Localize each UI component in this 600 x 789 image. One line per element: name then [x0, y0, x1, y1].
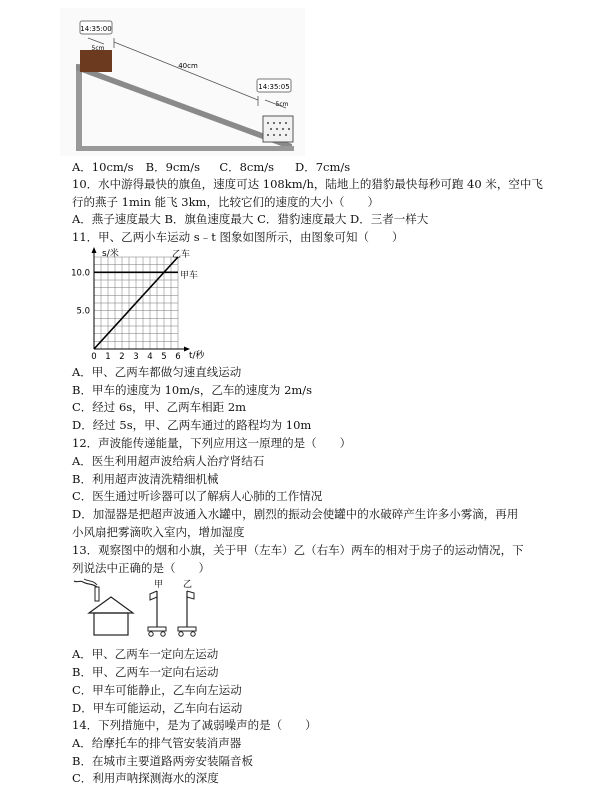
timer-bottom-text: 14:35:05 [258, 83, 290, 91]
car-a-label: 甲 [154, 580, 164, 590]
series-label-yi: 乙车 [172, 250, 191, 260]
q9-option-b[interactable]: B．9cm/s [145, 160, 201, 174]
q13-option-d[interactable]: D．甲车可能运动，乙车向右运动 [72, 701, 243, 715]
x-tick-label: 0 [91, 352, 97, 362]
q12-option-b[interactable]: B．利用超声波清洗精细机械 [72, 472, 219, 486]
q9-option-d[interactable]: D．7cm/s [294, 160, 351, 174]
q12-option-c[interactable]: C．医生通过听诊器可以了解病人心肺的工作情况 [72, 489, 323, 503]
q14-option-a[interactable]: A．给摩托车的排气管安装消声器 [72, 736, 242, 750]
q13-stem-line2: 列说法中正确的是（ ） [72, 561, 210, 575]
slope-figure [60, 8, 305, 156]
car-b-flag-icon [187, 591, 194, 599]
st-chart [68, 245, 218, 363]
q11-option-a[interactable]: A．甲、乙两车都做匀速直线运动 [72, 365, 242, 379]
incline-post [76, 64, 82, 150]
distance-label: 40cm [178, 62, 198, 70]
chimney [95, 587, 99, 601]
q10-stem-line1: 10．水中游得最快的旗鱼，速度可达 108km/h，陆地上的猎豹最快每秒可跑 40 米，空中飞 [72, 177, 543, 191]
x-tick-label: 4 [147, 352, 153, 362]
series-label-jia: 甲车 [180, 271, 199, 281]
q13-stem-line1: 13．观察图中的烟和小旗，关于甲（左车）乙（右车）两车的相对于房子的运动情况，下 [72, 543, 524, 557]
timer-top-text: 14:35:00 [80, 25, 112, 33]
q13-option-b[interactable]: B．甲、乙两车一定向右运动 [72, 665, 219, 679]
top-length-label: 5cm [91, 45, 105, 52]
q12-stem: 12．声波能传递能量，下列应用这一原理的是（ ） [72, 436, 352, 450]
bottom-length-label: 5cm [275, 101, 289, 108]
q9-option-a[interactable]: A．10cm/s [72, 160, 134, 174]
house-cars-figure [72, 577, 212, 639]
q13-option-c[interactable]: C．甲车可能静止，乙车向左运动 [72, 683, 242, 697]
q11-option-c[interactable]: C．经过 6s，甲、乙两车相距 2m [72, 400, 247, 414]
x-tick-label: 1 [105, 352, 111, 362]
car-b-label: 乙 [183, 580, 193, 590]
q14-stem: 14．下列措施中，是为了减弱噪声的是（ ） [72, 718, 317, 732]
x-tick-label: 6 [175, 352, 181, 362]
car-a-flag-icon [150, 591, 157, 600]
q12-option-a[interactable]: A．医生利用超声波给病人治疗肾结石 [72, 454, 265, 468]
top-block [80, 50, 112, 72]
x-tick-label: 3 [133, 352, 139, 362]
house-icon [94, 613, 128, 635]
y-axis-arrow [92, 247, 97, 253]
x-tick-label: 5 [161, 352, 167, 362]
q10-stem-line2: 行的燕子 1min 能飞 3km，比较它们的速度的大小（ ） [72, 195, 379, 209]
q10-options[interactable]: A．燕子速度最大 B．旗鱼速度最大 C．猎豹速度最大 D．三者一样大 [72, 212, 429, 226]
q9-option-c[interactable]: C．8cm/s [219, 160, 275, 174]
x-tick-label: 2 [119, 352, 125, 362]
q14-option-c[interactable]: C．利用声呐探测海水的深度 [72, 771, 219, 785]
q12-option-d[interactable]: D．加湿器是把超声波通入水罐中，剧烈的振动会使罐中的水破碎产生许多小雾滴，再用 [72, 507, 519, 521]
incline-base [76, 146, 294, 151]
car-b-body [178, 627, 196, 631]
y-tick-label: 5.0 [76, 306, 90, 317]
q11-option-b[interactable]: B．甲车的速度为 10m/s，乙车的速度为 2m/s [72, 383, 313, 397]
x-axis-label: t/秒 [189, 351, 205, 361]
y-axis-label: s/米 [102, 249, 119, 259]
q9-options [72, 159, 350, 175]
q11-option-d[interactable]: D．经过 5s，甲、乙两车通过的路程均为 10m [72, 418, 312, 432]
q13-option-a[interactable]: A．甲、乙两车一定向左运动 [72, 647, 219, 661]
q11-stem: 11．甲、乙两小车运动 s﹣t 图象如图所示，由图象可知（ ） [72, 230, 404, 244]
house-roof-icon [89, 597, 133, 613]
y-tick-label: 10.0 [71, 268, 90, 279]
q12-option-d-cont: 小风扇把雾滴吹入室内，增加湿度 [72, 525, 245, 539]
q14-option-b[interactable]: B．在城市主要道路两旁安装隔音板 [72, 754, 253, 768]
car-a-body [148, 627, 166, 631]
